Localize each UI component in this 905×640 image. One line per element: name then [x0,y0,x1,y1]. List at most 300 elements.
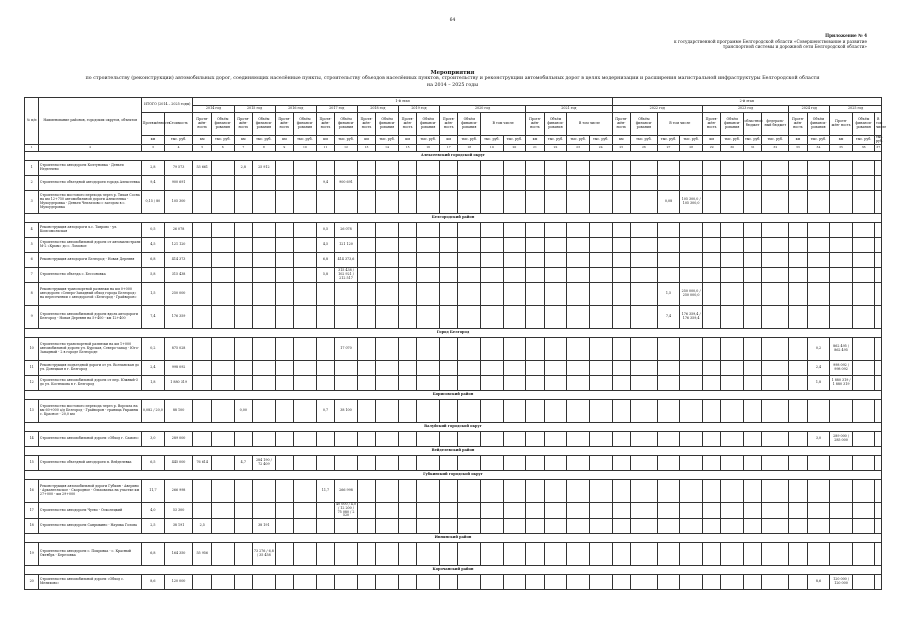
empty-cell [481,161,504,176]
value-cell: 2,8 [234,161,252,176]
empty-cell [567,480,590,503]
empty-cell [503,238,526,253]
empty-cell [789,223,807,238]
empty-cell [439,575,457,590]
empty-cell [211,503,234,519]
empty-cell [544,480,567,503]
value-cell [657,176,680,191]
empty-cell [526,268,544,283]
empty-cell [875,432,882,447]
value-cell [234,238,252,253]
value-cell: 8,6 [142,575,165,590]
empty-cell [398,361,416,376]
empty-cell [789,543,807,566]
empty-cell [612,253,630,268]
value-cell [234,223,252,238]
table-row [25,519,882,534]
unit-cell: тыс. руб. [335,136,358,145]
header-vol: Объём финанси- рования [458,113,481,136]
empty-cell [875,253,882,268]
empty-cell [458,456,481,471]
section-row [25,152,882,161]
empty-cell [875,503,882,519]
empty-cell [398,306,416,329]
row-number: 10 [25,338,39,361]
value-cell: 0,7 [316,400,334,423]
empty-cell [852,283,875,306]
empty-cell [589,361,612,376]
empty-cell [789,361,807,376]
empty-cell [721,161,744,176]
empty-cell [762,161,789,176]
empty-cell [762,543,789,566]
empty-cell [852,223,875,238]
value-cell: 315 438 [164,268,193,283]
value-cell: 3,0 [142,432,165,447]
empty-cell [830,456,853,471]
column-number: 14 [376,145,399,152]
value-cell [234,176,252,191]
object-name: Строительство автомобильной дороги «Обход г. Самою» [39,432,142,447]
unit-cell: тыс. руб. [567,136,590,145]
value-cell [680,519,703,534]
section-title: Борисовский район [25,391,882,400]
empty-cell [211,283,234,306]
empty-cell [544,176,567,191]
object-name: Строительство автомобильной дороги от пер. Южный-3 до ул. Костюкова в г. Белгород [39,376,142,391]
empty-cell [417,361,440,376]
value-cell [193,432,211,447]
empty-cell [631,191,658,214]
column-number: 15 [398,145,416,152]
empty-cell [526,306,544,329]
empty-cell [275,161,293,176]
value-cell [193,361,211,376]
header-incl: В том числе [567,113,612,136]
column-number: 5 [193,145,211,152]
empty-cell [376,338,399,361]
document-title: Мероприятия [430,70,475,76]
empty-cell [875,191,882,214]
empty-cell [612,223,630,238]
column-number: 20 [503,145,526,152]
section-title: Город Белгород [25,329,882,338]
empty-cell [702,283,720,306]
value-cell [657,161,680,176]
empty-cell [439,432,457,447]
empty-cell [357,543,375,566]
value-cell [253,361,276,376]
empty-cell [211,432,234,447]
object-name: Строительство автодороги Сапрыкино - Наумка Голова [39,519,142,534]
header-vol: Объём финанси- рования [335,113,358,136]
value-cell [253,306,276,329]
value-cell [316,432,334,447]
empty-cell [762,361,789,376]
empty-cell [612,161,630,176]
empty-cell [743,161,761,176]
empty-cell [721,238,744,253]
empty-cell [589,432,612,447]
value-cell: 414 373,6 [335,253,358,268]
empty-cell [439,376,457,391]
empty-cell [762,253,789,268]
empty-cell [875,361,882,376]
unit-cell: тыс. руб. [164,136,193,145]
row-number: 16 [25,480,39,503]
empty-cell [789,268,807,283]
value-cell [680,543,703,566]
header-year-2014: 2014 год [193,106,234,113]
empty-cell [807,191,830,214]
empty-cell [702,361,720,376]
table-row [25,400,882,423]
value-cell: 2,4 [807,361,830,376]
header-vol: Объём финанси- рования [417,113,440,136]
empty-cell [612,283,630,306]
table-row [25,306,882,329]
value-cell: 900 691 [164,176,193,191]
table-row [25,191,882,214]
empty-cell [417,456,440,471]
empty-cell [275,283,293,306]
empty-cell [612,191,630,214]
object-name: Реконструкция автодороги х.с. Таврово - ул. Комсомольская [39,223,142,238]
unit-cell: тыс. руб. [481,136,504,145]
empty-cell [503,268,526,283]
value-cell: 105 300,0 / 105 300,0 [680,191,703,214]
empty-cell [458,161,481,176]
value-cell [253,223,276,238]
empty-cell [589,238,612,253]
value-cell: 414 373 [164,253,193,268]
value-cell [234,306,252,329]
value-cell: 1 880 319 / 1 880 319 [830,376,853,391]
value-cell: 1,8 [142,376,165,391]
empty-cell [721,456,744,471]
empty-cell [631,456,658,471]
empty-cell [631,238,658,253]
object-name: Строительство автодороги Чуево - Осколецкий [39,503,142,519]
empty-cell [567,161,590,176]
table-row [25,376,882,391]
empty-cell [807,283,830,306]
value-cell: 266 998 [164,480,193,503]
empty-cell [702,519,720,534]
empty-cell [875,400,882,423]
empty-cell [417,306,440,329]
empty-cell [567,191,590,214]
section-row [25,447,882,456]
empty-cell [376,191,399,214]
column-number: 10 [294,145,317,152]
empty-cell [589,543,612,566]
header-len: Протя- жён- ность [612,113,630,136]
empty-cell [589,376,612,391]
empty-cell [789,456,807,471]
empty-cell [807,400,830,423]
empty-cell [398,400,416,423]
object-name: Строительство автомобильной дороги вдоль автодороги Белгород - Новая Деревня на 5+400 - км 12+400 [39,306,142,329]
empty-cell [503,338,526,361]
empty-cell [743,400,761,423]
empty-cell [852,306,875,329]
unit-cell: км [702,136,720,145]
value-cell [253,268,276,283]
header-incl: В том числе [481,113,526,136]
empty-cell [743,253,761,268]
row-number: 3 [25,191,39,214]
unit-cell: тыс. руб. [417,136,440,145]
header-vol: Объём финанси- рования [631,113,658,136]
empty-cell [830,519,853,534]
value-cell: 120 000 / 120 000 [830,575,853,590]
empty-cell [612,376,630,391]
empty-cell [807,480,830,503]
table-row [25,176,882,191]
column-number: 34 [807,145,830,152]
value-cell [680,223,703,238]
empty-cell [612,306,630,329]
empty-cell [439,161,457,176]
header-cost: Стоимость [164,113,193,136]
empty-cell [526,480,544,503]
value-cell [253,238,276,253]
column-number: 33 [789,145,807,152]
column-number: 12 [335,145,358,152]
empty-cell [875,306,882,329]
empty-cell [458,376,481,391]
empty-cell [567,503,590,519]
value-cell: 121 120 [335,238,358,253]
empty-cell [275,376,293,391]
empty-cell [481,456,504,471]
value-cell [234,268,252,283]
empty-cell [526,361,544,376]
column-number: 9 [275,145,293,152]
empty-cell [376,400,399,423]
empty-cell [357,176,375,191]
empty-cell [789,253,807,268]
empty-cell [721,338,744,361]
empty-cell [789,519,807,534]
empty-cell [526,176,544,191]
empty-cell [439,306,457,329]
unit-cell: тыс. руб. [807,136,830,145]
empty-cell [589,253,612,268]
value-cell: 998 092 / 998 092 [830,361,853,376]
empty-cell [789,338,807,361]
empty-cell [830,191,853,214]
empty-cell [417,253,440,268]
empty-cell [503,306,526,329]
empty-cell [357,480,375,503]
column-number: 2 [39,145,142,152]
empty-cell [852,543,875,566]
value-cell [234,283,252,306]
empty-cell [439,283,457,306]
empty-cell [830,253,853,268]
value-cell [193,253,211,268]
column-number: 22 [544,145,567,152]
empty-cell [567,253,590,268]
empty-cell [875,176,882,191]
empty-cell [544,432,567,447]
table-row [25,361,882,376]
unit-cell: км [830,136,853,145]
row-number: 14 [25,432,39,447]
header-vol: Объём финанси- рования [721,113,744,136]
empty-cell [398,161,416,176]
empty-cell [567,338,590,361]
empty-cell [875,456,882,471]
value-cell [316,361,334,376]
empty-cell [702,223,720,238]
empty-cell [807,223,830,238]
value-cell: 38 191 [164,519,193,534]
empty-cell [589,575,612,590]
empty-cell [721,361,744,376]
section-row [25,566,882,575]
value-cell: 266 998 [335,480,358,503]
empty-cell [376,283,399,306]
value-cell [193,480,211,503]
empty-cell [357,503,375,519]
empty-cell [544,519,567,534]
row-number: 4 [25,223,39,238]
value-cell [335,376,358,391]
header-len: Протя- жён- ность [316,113,334,136]
empty-cell [762,176,789,191]
empty-cell [830,161,853,176]
empty-cell [211,480,234,503]
empty-cell [544,543,567,566]
table-row [25,268,882,283]
empty-cell [589,480,612,503]
empty-cell [294,268,317,283]
empty-cell [789,432,807,447]
empty-cell [503,543,526,566]
empty-cell [275,338,293,361]
empty-cell [721,376,744,391]
column-number: 23 [567,145,590,152]
value-cell: 11,7 [142,480,165,503]
value-cell: 17 070 [335,338,358,361]
empty-cell [789,400,807,423]
empty-cell [503,400,526,423]
empty-cell [789,176,807,191]
value-cell: 40 000 / 4,0 / 12 200 / 75 080 / 2 520 [336,502,356,518]
empty-cell [743,480,761,503]
empty-cell [376,376,399,391]
unit-cell: км [789,136,807,145]
value-cell: 4,5 [316,238,334,253]
empty-cell [852,176,875,191]
value-cell: 250 000 [164,283,193,306]
empty-cell [294,376,317,391]
empty-cell [294,456,317,471]
row-number: 9 [25,306,39,329]
value-cell: 73 276 / 6,8 / 35 458 [253,543,276,566]
empty-cell [294,176,317,191]
empty-cell [211,338,234,361]
empty-cell [481,361,504,376]
empty-cell [503,161,526,176]
value-cell [335,432,358,447]
header-vol: Объём финанси- рования [852,113,875,136]
empty-cell [294,543,317,566]
value-cell [253,191,276,214]
page-number: 64 [449,18,456,23]
row-number: 18 [25,519,39,534]
value-cell [335,519,358,534]
value-cell [316,456,334,471]
value-cell [253,400,276,423]
object-name: Реконструкция транспортной развязки на км 0+000 автодороги «Северо-Западный обход города Белгород» на пересечении с автодорогой «Белгород - Грайворон» [39,283,142,306]
row-number: 5 [25,238,39,253]
header-year-2021: 2021 год [526,106,612,113]
value-cell [234,361,252,376]
empty-cell [807,238,830,253]
empty-cell [398,543,416,566]
unit-cell: тыс. руб. [503,136,526,145]
empty-cell [875,480,882,503]
empty-cell [376,176,399,191]
empty-cell [376,268,399,283]
object-name: Строительство автомобильной дороги от автомагистрали М-2 «Крым» до с. Ломовое [39,238,142,253]
empty-cell [544,575,567,590]
empty-cell [807,176,830,191]
empty-cell [503,223,526,238]
value-cell: 0,5 [316,223,334,238]
column-number: 18 [458,145,481,152]
column-number: 35 [830,145,853,152]
value-cell [680,480,703,503]
table-row [25,575,882,590]
empty-cell [275,253,293,268]
header-reg: федераль- ный бюджет [762,113,789,136]
empty-cell [294,400,317,423]
empty-cell [357,191,375,214]
header-len: Протя- жён- ность [702,113,720,136]
row-number: 11 [25,361,39,376]
empty-cell [875,238,882,253]
value-cell [234,575,252,590]
empty-cell [503,575,526,590]
value-cell [657,376,680,391]
section-title: Вейделевский район [25,447,882,456]
header-year-2023: 2023 год [702,106,788,113]
empty-cell [417,400,440,423]
value-cell [657,361,680,376]
empty-cell [439,268,457,283]
empty-cell [503,283,526,306]
value-cell: 6,5 [142,456,165,471]
empty-cell [458,519,481,534]
value-cell: 26 078 [335,223,358,238]
empty-cell [721,503,744,519]
unit-cell: км [316,136,334,145]
empty-cell [211,456,234,471]
empty-cell [376,543,399,566]
unit-cell: км [357,136,375,145]
empty-cell [357,338,375,361]
empty-cell [702,253,720,268]
empty-cell [458,283,481,306]
empty-cell [458,253,481,268]
empty-cell [294,306,317,329]
empty-cell [544,238,567,253]
